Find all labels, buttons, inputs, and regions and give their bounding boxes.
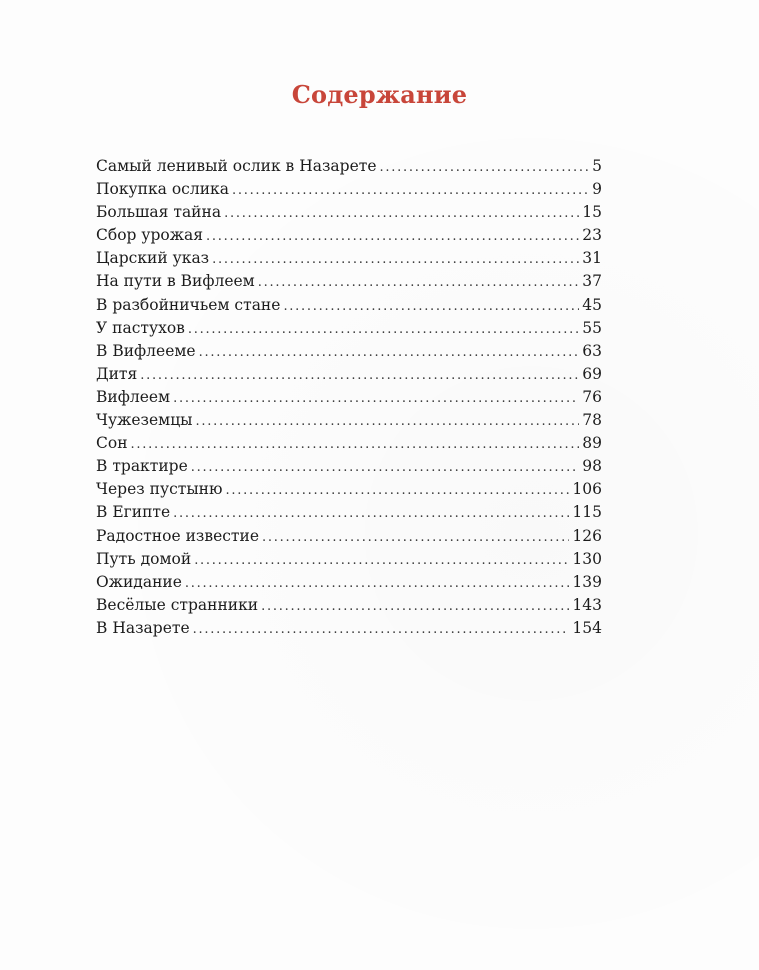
toc-entry-title: В Назарете [96,618,190,637]
toc-entry [96,224,602,247]
toc-entry [96,455,602,478]
toc-entry [96,386,602,409]
toc-entry-page: 130 [572,549,602,568]
toc-entry-title: В трактире [96,457,188,476]
toc-entry [96,548,602,571]
toc-leader-dots [226,479,570,502]
toc-entry-page: 143 [572,595,602,614]
toc-entry [96,478,602,501]
toc-entry-title: В разбойничьем стане [96,295,281,314]
toc-entry-title: Через пустыню [96,480,223,499]
toc-entry-title: Покупка ослика [96,180,229,199]
toc-entry [96,409,602,432]
toc-leader-dots [173,502,569,525]
toc-entry [96,270,602,293]
toc-leader-dots [232,179,589,202]
toc-entry-page: 106 [572,480,602,499]
toc-entry-page: 9 [592,180,602,199]
toc-entry-page: 55 [582,318,602,337]
toc-entry-title: Сон [96,434,128,453]
toc-entry-page: 126 [572,526,602,545]
toc-entry-page: 31 [582,249,602,268]
toc-entry-title: Путь домой [96,549,192,568]
toc-entry-title: В Вифлееме [96,341,196,360]
toc-entry [96,340,602,363]
toc-entry-page: 139 [572,572,602,591]
toc-entry [96,247,602,270]
toc-leader-dots [224,202,579,225]
toc-entry-title: Радостное известие [96,526,260,545]
toc-entry-page: 115 [572,503,602,522]
toc-entry-title: Ожидание [96,572,182,591]
toc-entry [96,594,602,617]
toc-entry [96,294,602,317]
toc-entry-title: Большая тайна [96,203,222,222]
toc-leader-dots [258,271,580,294]
toc-entry [96,617,602,640]
toc-entry-page: 98 [582,457,602,476]
toc-entry-title: Вифлеем [96,387,171,406]
toc-entry [96,363,602,386]
toc-entry-page: 45 [582,295,602,314]
toc-entry-page: 23 [582,226,602,245]
toc-leader-dots [206,225,579,248]
toc-entry-page: 15 [582,203,602,222]
toc-entry-page: 154 [572,618,602,637]
toc-entry [96,155,602,178]
toc-entry-page: 76 [582,387,602,406]
toc-entry [96,501,602,524]
toc-entry-title: В Египте [96,503,171,522]
toc-entry [96,317,602,340]
toc-entry-page: 78 [582,411,602,430]
toc-leader-dots [140,364,579,387]
toc-entry-page: 63 [582,341,602,360]
toc-leader-dots [188,318,579,341]
toc-entry-title: Самый ленивый ослик в Назарете [96,157,377,175]
toc-leader-dots [185,572,569,595]
toc-leader-dots [283,295,579,318]
toc-entry [96,201,602,224]
toc-entry-page: 69 [582,364,602,383]
toc-entry-title: У пастухов [96,318,185,337]
toc-leader-dots [261,595,569,618]
toc-entry-page: 5 [592,157,602,175]
page-title: Содержание [291,80,468,109]
toc-entry-page: 89 [582,434,602,453]
toc-leader-dots [193,618,570,641]
toc-leader-dots [199,341,580,364]
toc-entry-title: Весёлые странники [96,595,259,614]
toc-leader-dots [212,248,579,271]
toc-leader-dots [191,456,580,479]
toc-leader-dots [380,156,590,179]
toc-entry [96,571,602,594]
toc-entry-page: 37 [582,272,602,291]
toc-leader-dots [131,433,580,456]
toc-entry [96,525,602,548]
toc-leader-dots [196,410,580,433]
toc-entry-title: Сбор урожая [96,226,204,245]
toc-entry-title: Чужеземцы [96,411,193,430]
toc-leader-dots [173,387,579,410]
toc-entry-title: Царский указ [96,249,210,268]
toc-leader-dots [194,549,569,572]
toc-leader-dots [262,526,569,549]
toc-entry-title: Дитя [96,364,138,383]
toc-entry-title: На пути в Вифлеем [96,272,255,291]
table-of-contents [96,155,602,640]
toc-entry [96,432,602,455]
toc-entry [96,178,602,201]
